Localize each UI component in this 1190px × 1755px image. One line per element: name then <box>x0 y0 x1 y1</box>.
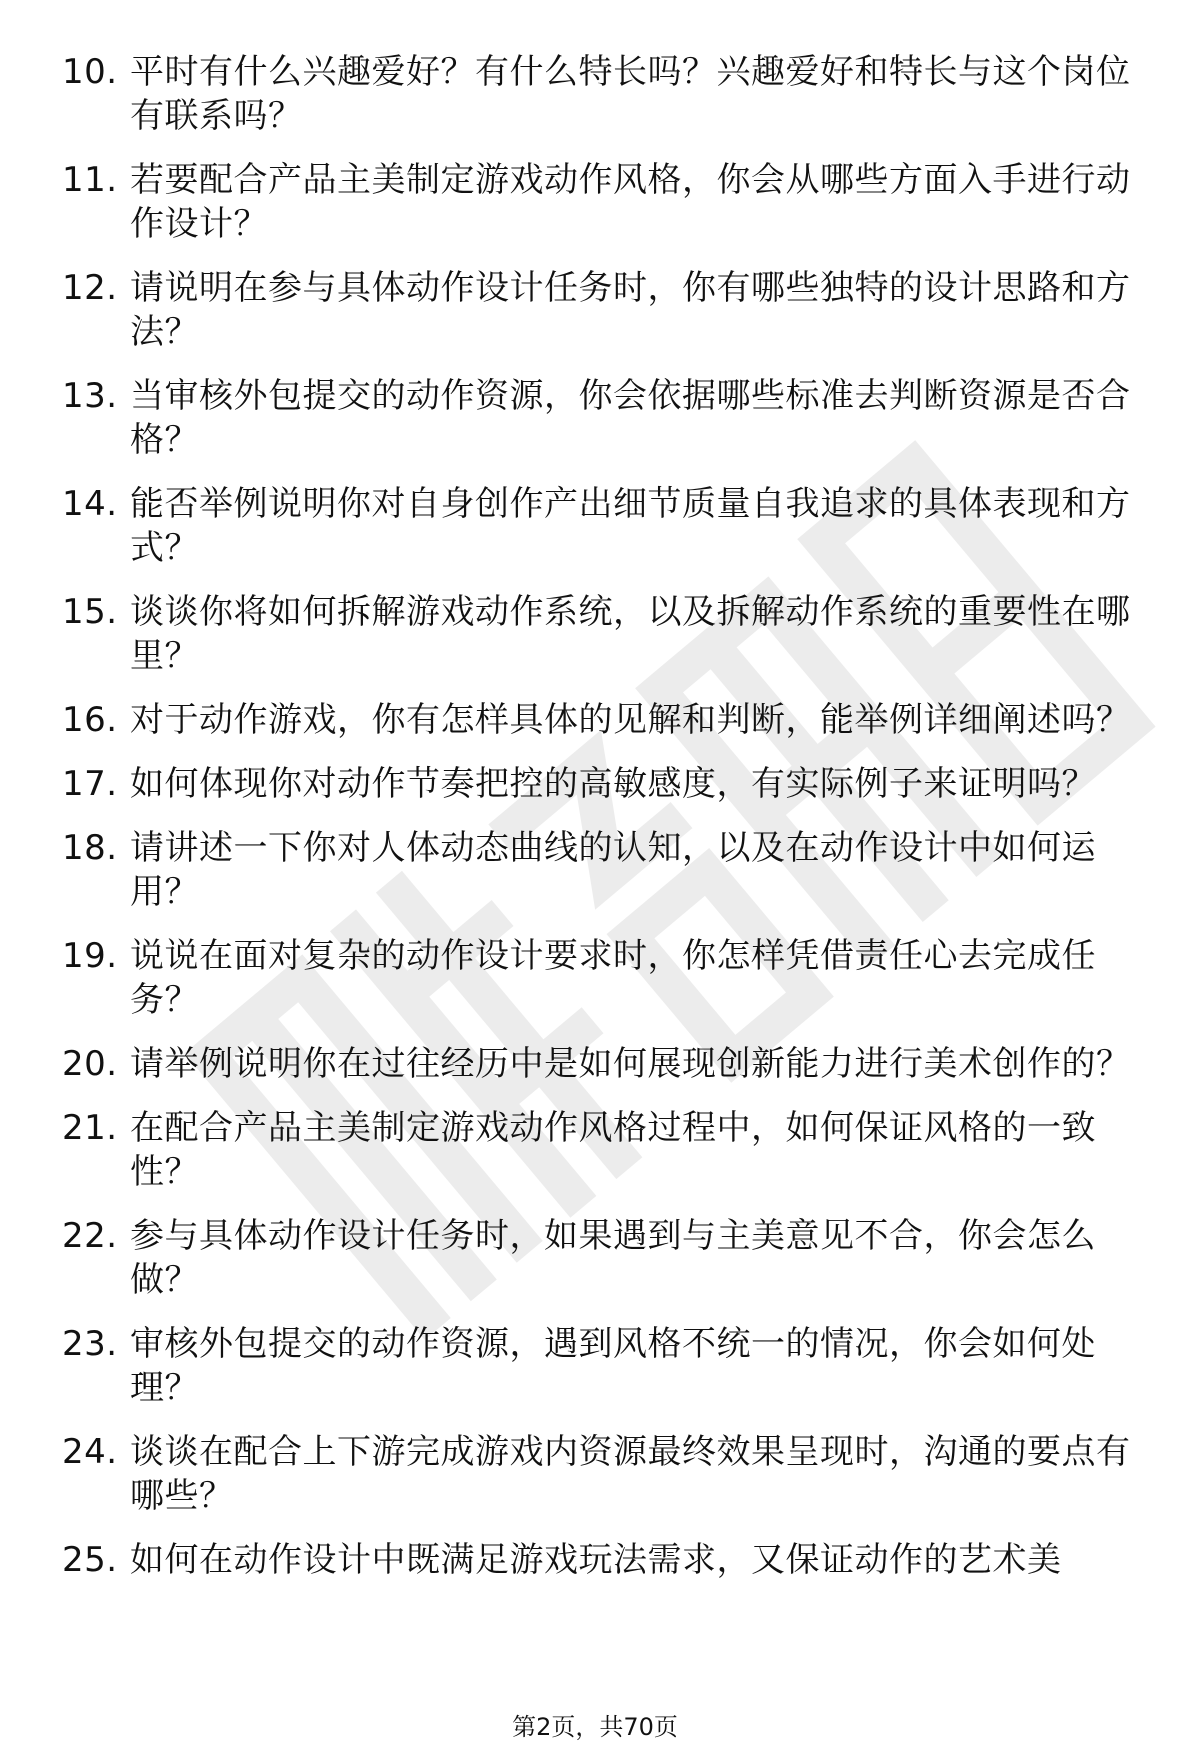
question-item <box>62 934 1152 1022</box>
question-number: 10. <box>62 52 118 92</box>
question-item <box>62 1430 1152 1518</box>
question-text: 能否举例说明你对自身创作产出细节质量自我追求的具体表现和方式？ <box>130 484 1131 568</box>
question-number: 12. <box>62 268 118 308</box>
question-text: 如何在动作设计中既满足游戏玩法需求，又保证动作的艺术美 <box>130 1540 1062 1580</box>
question-number: 16. <box>62 700 118 740</box>
question-number: 24. <box>62 1432 118 1472</box>
question-text: 如何体现你对动作节奏把控的高敏感度，有实际例子来证明吗？ <box>130 764 1096 804</box>
question-number: 20. <box>62 1044 118 1084</box>
question-text: 请说明在参与具体动作设计任务时，你有哪些独特的设计思路和方法？ <box>130 268 1131 352</box>
question-text: 谈谈你将如何拆解游戏动作系统，以及拆解动作系统的重要性在哪里？ <box>130 592 1131 676</box>
question-item <box>62 826 1152 914</box>
question-number: 22. <box>62 1216 118 1256</box>
question-item <box>62 266 1152 354</box>
question-number: 19. <box>62 936 118 976</box>
question-text: 请讲述一下你对人体动态曲线的认知，以及在动作设计中如何运用？ <box>130 828 1096 912</box>
question-text: 当审核外包提交的动作资源，你会依据哪些标准去判断资源是否合格？ <box>130 376 1131 460</box>
question-number: 21. <box>62 1108 118 1148</box>
question-item <box>62 1214 1152 1302</box>
question-text: 平时有什么兴趣爱好？有什么特长吗？兴趣爱好和特长与这个岗位有联系吗？ <box>130 52 1131 136</box>
question-text: 说说在面对复杂的动作设计要求时，你怎样凭借责任心去完成任务？ <box>130 936 1096 1020</box>
page-number-label: 第2页，共70页 <box>512 1713 678 1741</box>
question-number: 18. <box>62 828 118 868</box>
question-item <box>62 1106 1152 1194</box>
question-item <box>62 762 1152 806</box>
question-text: 若要配合产品主美制定游戏动作风格，你会从哪些方面入手进行动作设计？ <box>130 160 1131 244</box>
question-number: 15. <box>62 592 118 632</box>
question-item <box>62 374 1152 462</box>
question-item <box>62 590 1152 678</box>
question-item <box>62 158 1152 246</box>
question-number: 11. <box>62 160 118 200</box>
question-number: 25. <box>62 1540 118 1580</box>
question-text: 谈谈在配合上下游完成游戏内资源最终效果呈现时，沟通的要点有哪些？ <box>130 1432 1131 1516</box>
question-number: 13. <box>62 376 118 416</box>
question-text: 参与具体动作设计任务时，如果遇到与主美意见不合，你会怎么做？ <box>130 1216 1096 1300</box>
question-item <box>62 698 1152 742</box>
question-number: 14. <box>62 484 118 524</box>
question-number: 23. <box>62 1324 118 1364</box>
question-text: 在配合产品主美制定游戏动作风格过程中，如何保证风格的一致性？ <box>130 1108 1096 1192</box>
question-item <box>62 1322 1152 1410</box>
page-footer <box>0 1712 1190 1742</box>
question-text: 请举例说明你在过往经历中是如何展现创新能力进行美术创作的？ <box>130 1044 1131 1084</box>
question-list <box>62 50 1152 1602</box>
question-number: 17. <box>62 764 118 804</box>
question-text: 审核外包提交的动作资源，遇到风格不统一的情况，你会如何处理？ <box>130 1324 1096 1408</box>
question-item <box>62 50 1152 138</box>
question-item <box>62 1042 1152 1086</box>
question-item <box>62 1538 1152 1582</box>
question-text: 对于动作游戏，你有怎样具体的见解和判断，能举例详细阐述吗？ <box>130 700 1131 740</box>
question-item <box>62 482 1152 570</box>
